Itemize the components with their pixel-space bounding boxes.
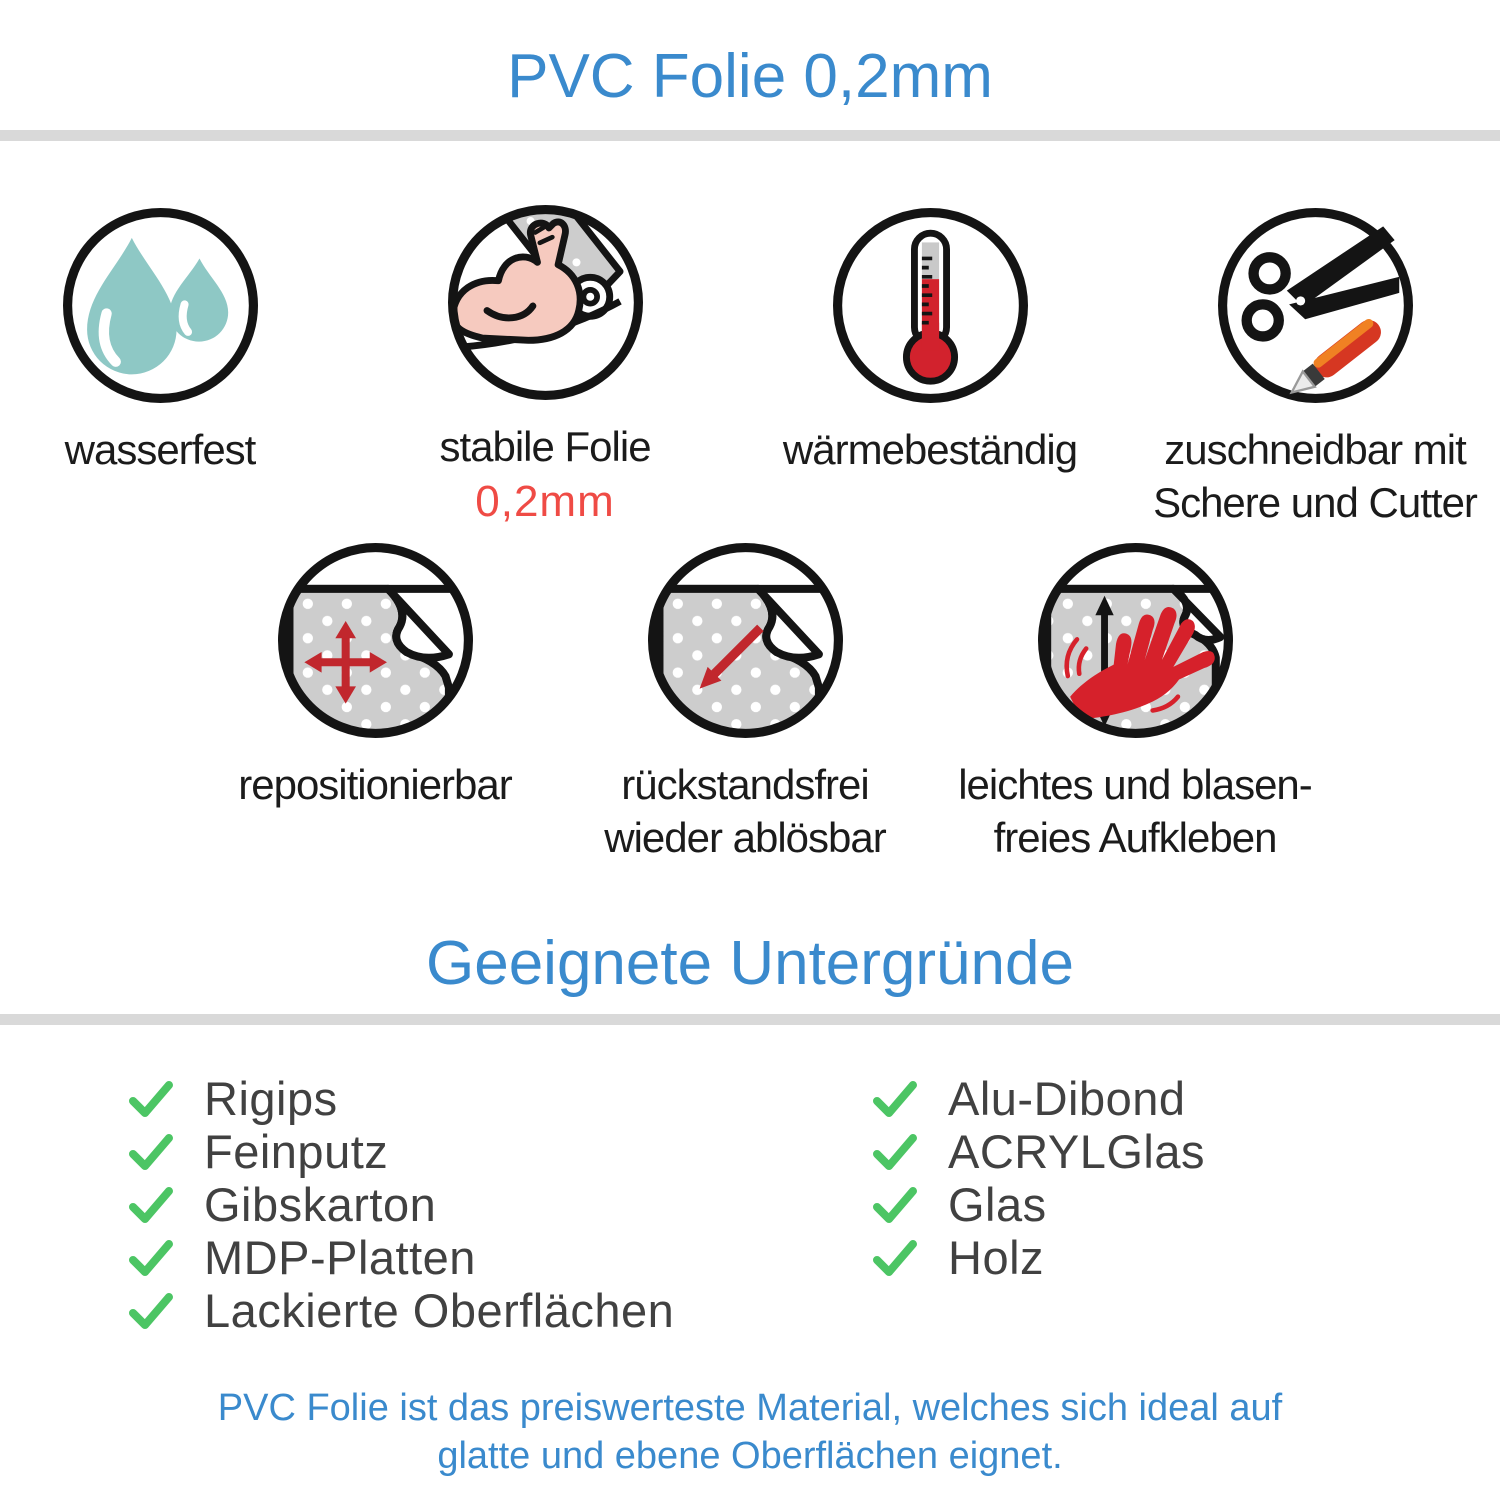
feature-label — [920, 758, 1350, 864]
checkmark-icon — [128, 1290, 174, 1332]
feature-wasserfest — [0, 208, 375, 476]
substrate-label: MDP-Platten — [204, 1231, 476, 1284]
substrate-label: Glas — [948, 1178, 1047, 1231]
substrate-label: Holz — [948, 1231, 1045, 1284]
checkmark-icon — [128, 1078, 174, 1120]
feature-label-line: leichtes und blasen- — [958, 761, 1312, 808]
flexed-arm-foil-roll-icon — [448, 205, 643, 400]
feature-label-line: wieder ablösbar — [604, 814, 886, 861]
feature-sublabel-thickness: 0,2mm — [475, 477, 615, 526]
substrate-item — [128, 1125, 674, 1178]
feature-repositionierbar — [160, 543, 590, 811]
feature-label — [1100, 423, 1500, 529]
substrate-label: Alu-Dibond — [948, 1072, 1186, 1125]
substrate-item — [128, 1231, 674, 1284]
substrate-item — [128, 1178, 674, 1231]
checkmark-icon — [872, 1184, 918, 1226]
thermometer-icon — [833, 208, 1028, 403]
scissors-cutter-icon — [1218, 208, 1413, 403]
feature-label-line: rückstandsfrei — [621, 761, 869, 808]
feature-label — [330, 420, 760, 473]
substrate-label: ACRYLGlas — [948, 1125, 1206, 1178]
feature-label-line: wasserfest — [64, 426, 256, 473]
feature-label-line: Schere und Cutter — [1153, 479, 1477, 526]
substrate-label: Gibskarton — [204, 1178, 437, 1231]
foil-peel-arrow-icon — [648, 543, 843, 738]
feature-blasenfreies-aufkleben — [920, 543, 1350, 864]
feature-label-line: zuschneidbar mit — [1164, 426, 1466, 473]
divider — [0, 130, 1500, 141]
feature-label-line: stabile Folie — [439, 423, 651, 470]
section-title-untergruende: Geeignete Untergründe — [425, 929, 1074, 998]
water-drops-icon — [63, 208, 258, 403]
checkmark-icon — [872, 1237, 918, 1279]
checkmark-icon — [128, 1184, 174, 1226]
substrate-item — [128, 1072, 674, 1125]
feature-label — [160, 758, 590, 811]
substrate-label: Rigips — [204, 1072, 338, 1125]
footer-note-line: glatte und ebene Oberflächen eignet. — [437, 1435, 1063, 1477]
feature-label-line: freies Aufkleben — [993, 814, 1277, 861]
feature-label-line: wärmebeständig — [782, 426, 1078, 473]
checkmark-icon — [128, 1237, 174, 1279]
feature-label-line: repositionierbar — [238, 761, 512, 808]
foil-move-arrows-icon — [278, 543, 473, 738]
feature-rueckstandsfrei — [530, 543, 960, 864]
feature-waermebestaendig — [715, 208, 1145, 476]
substrate-item — [872, 1072, 1205, 1125]
substrate-label: Feinputz — [204, 1125, 389, 1178]
checkmark-icon — [872, 1078, 918, 1120]
substrate-item — [872, 1231, 1205, 1284]
divider — [0, 1014, 1500, 1025]
feature-label — [530, 758, 960, 864]
substrates-left-column — [128, 1072, 674, 1337]
substrate-item — [128, 1284, 674, 1337]
substrates-right-column — [872, 1072, 1205, 1284]
substrate-label: Lackierte Oberflächen — [204, 1284, 675, 1337]
checkmark-icon — [872, 1131, 918, 1173]
hand-smoothing-foil-icon — [1038, 543, 1233, 738]
checkmark-icon — [128, 1131, 174, 1173]
footer-note — [0, 1384, 1500, 1480]
feature-stabile-folie — [330, 205, 760, 527]
feature-zuschneidbar — [1100, 208, 1500, 529]
feature-label — [0, 423, 375, 476]
substrate-item — [872, 1125, 1205, 1178]
substrate-item — [872, 1178, 1205, 1231]
page-title: PVC Folie 0,2mm — [507, 42, 993, 111]
feature-label — [715, 423, 1145, 476]
footer-note-line: PVC Folie ist das preiswerteste Material, welches sich ideal auf — [217, 1387, 1283, 1429]
